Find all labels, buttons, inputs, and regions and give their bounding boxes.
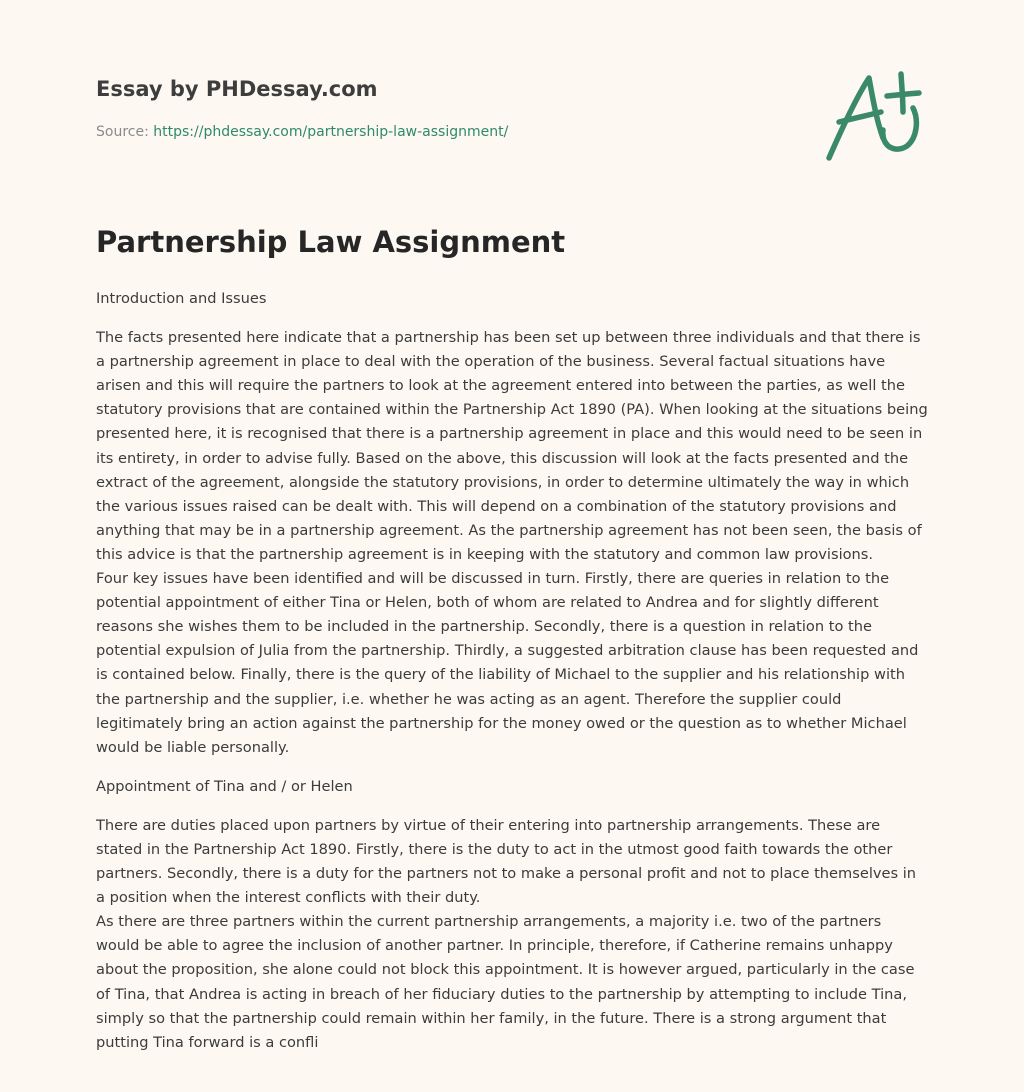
source-label: Source: (96, 124, 154, 140)
paragraph: As there are three partners within the current partnership arrangements, a majority i.e. two of the partners would be able to agree the inclusion of another partner. In principle, therefore, if Catherine remains unhappy about the proposition, she alone could not block this appointment. It is however argued, particularly in the case of Tina, that Andrea is acting in breach of her fiduciary duties to the partnership by attempting to include Tina, simply so that the partnership could remain within her family, in the future. There is a strong argument that putting Tina forward is a confli (96, 913, 915, 1051)
paragraph: The facts presented here indicate that a partnership has been set up between three individuals and that there is a partnership agreement in place to deal with the operation of the business. Several factual situations have arisen and this will require the partners to look at the agreement entered into between the parties, as well the statutory provisions that are contained within the Partnership Act 1890 (PA). When looking at the situations being presented here, it is recognised that there is a partnership agreement in place and this would need to be seen in its entirety, in order to advise fully. Based on the above, this discussion will look at the facts presented and the extract of the agreement, alongside the statutory provisions, in order to determine ultimately the way in which the various issues raised can be dealt with. This will depend on a combination of the statutory provisions and anything that may be in a partnership agreement. As the partnership agreement has not been seen, the basis of this advice is that the partnership agreement is in keeping with the statutory and common law provisions. (96, 329, 928, 563)
paragraph: Four key issues have been identified and will be discussed in turn. Firstly, there are queries in relation to the potential appointment of either Tina or Helen, both of whom are related to Andrea and for slightly different reasons she wishes them to be included in the partnership. Secondly, there is a question in relation to the potential expulsion of Julia from the partnership. Thirdly, a suggested arbitration clause has been requested and is contained below. Finally, there is the query of the liability of Michael to the supplier and his relationship with the partnership and the supplier, i.e. whether he was acting as an agent. Therefore the supplier could legitimately bring an action against the partnership for the money owed or the question as to whether Michael would be liable personally. (96, 570, 919, 756)
source-link[interactable]: https://phdessay.com/partnership-law-assignment/ (153, 124, 509, 140)
section-heading-appointment: Appointment of Tina and / or Helen (96, 777, 353, 795)
logo-plus-stem (901, 74, 903, 112)
document-body (96, 287, 928, 1055)
logo-loop (883, 108, 917, 149)
brand-title: Essay by PHDessay.com (96, 77, 378, 101)
a-plus-logo-icon (823, 68, 923, 164)
section-heading-introduction: Introduction and Issues (96, 290, 267, 307)
source-line (96, 124, 508, 140)
paragraph: There are duties placed upon partners by virtue of their entering into partnership arrangements. These are stated in the Partnership Act 1890. Firstly, there is the duty to act in the utmost good faith towards the other partners. Secondly, there is a duty for the partners not to make a personal profit and not to place themselves in a position when the interest conflicts with their duty. (96, 816, 917, 907)
document-title: Partnership Law Assignment (96, 225, 566, 259)
